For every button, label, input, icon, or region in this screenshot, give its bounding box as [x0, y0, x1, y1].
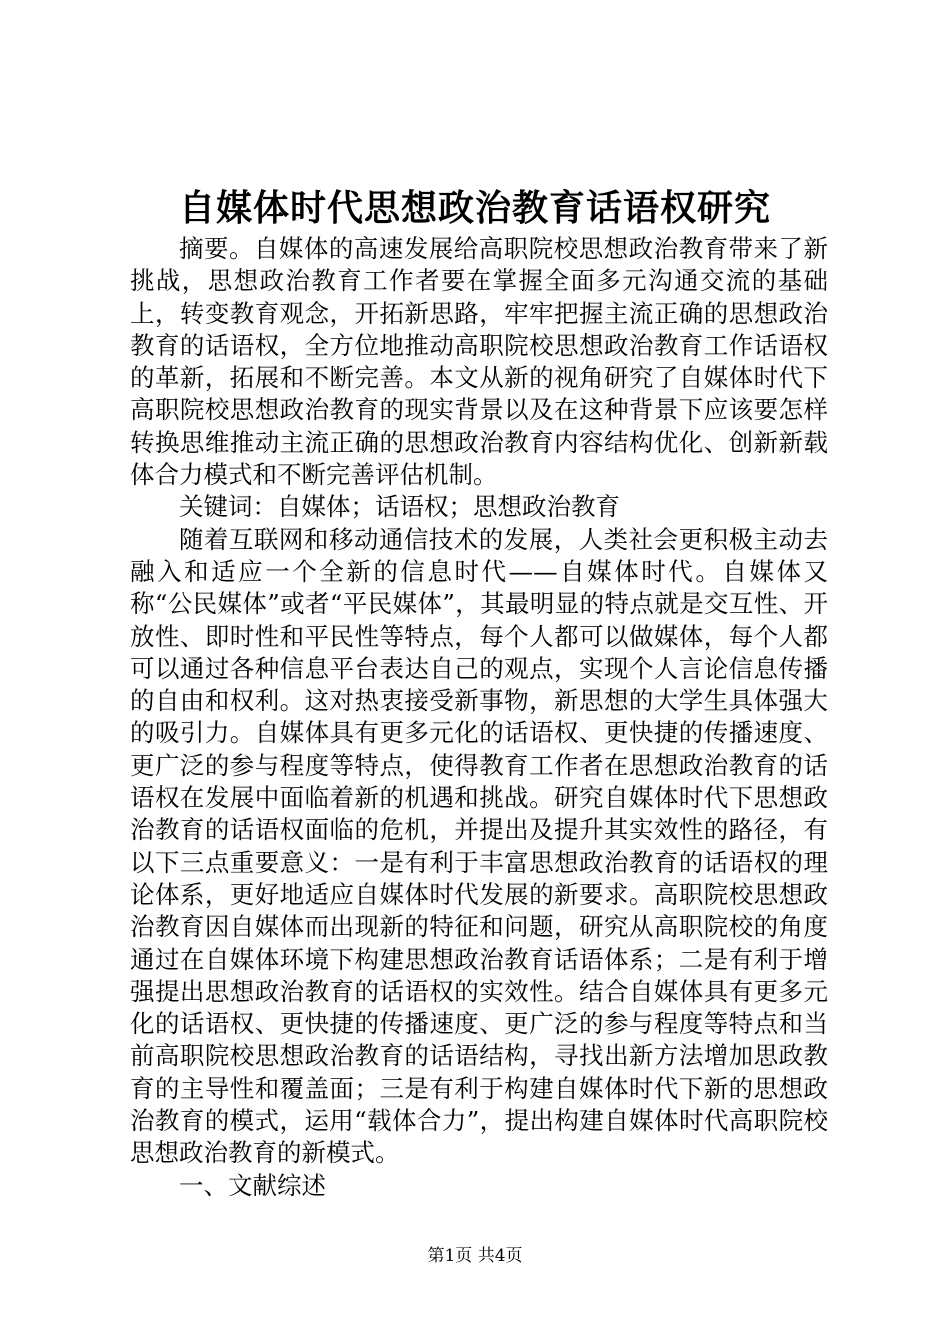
introduction-paragraph: 随着互联网和移动通信技术的发展，人类社会更积极主动去融入和适应一个全新的信息时代——自媒体时代。自媒体又称“公民媒体”或者“平民媒体”，其最明显的特点就是交互性、开放性、即时性和平民性等特点，每个人都可以做媒体，每个人都可以通过各种信息平台表达自己的观点，实现个人言论信息传播的自由和权利。这对热衷接受新事物，新思想的大学生具体强大的吸引力。自媒体具有更多元化的话语权、更快捷的传播速度、更广泛的参与程度等特点，使得教育工作者在思想政治教育的话语权在发展中面临着新的机遇和挑战。研究自媒体时代下思想政治教育的话语权面临的危机，并提出及提升其实效性的路径，有以下三点重要意义：一是有利于丰富思想政治教育的话语权的理论体系，更好地适应自媒体时代发展的新要求。高职院校思想政治教育因自媒体而出现新的特征和问题，研究从高职院校的角度通过在自媒体环境下构建思想政治教育话语体系；二是有利于增强提出思想政治教育的话语权的实效性。结合自媒体具有更多元化的话语权、更快捷的传播速度、更广泛的参与程度等特点和当前高职院校思想政治教育的话语结构，寻找出新方法增加思政教育的主导性和覆盖面；三是有利于构建自媒体时代下新的思想政治教育的模式，运用“载体合力”，提出构建自媒体时代高职院校思想政治教育的新模式。 [130, 524, 828, 1168]
document-body [130, 233, 828, 1202]
page-footer [0, 1244, 950, 1268]
document-title: 自媒体时代思想政治教育话语权研究 [178, 187, 771, 229]
section-heading: 一、文献综述 [179, 1170, 326, 1200]
keywords-paragraph: 关键词：自媒体；话语权；思想政治教育 [179, 492, 620, 522]
page-number: 第1页 共4页 [427, 1246, 523, 1266]
abstract-paragraph: 摘要。自媒体的高速发展给高职院校思想政治教育带来了新挑战，思想政治教育工作者要在掌握全面多元沟通交流的基础上，转变教育观念，开拓新思路，牢牢把握主流正确的思想政治教育的话语权，全方位地推动高职院校思想政治教育工作话语权的革新，拓展和不断完善。本文从新的视角研究了自媒体时代下高职院校思想政治教育的现实背景以及在这种背景下应该要怎样转换思维推动主流正确的思想政治教育内容结构优化、创新新载体合力模式和不断完善评估机制。 [130, 234, 828, 490]
